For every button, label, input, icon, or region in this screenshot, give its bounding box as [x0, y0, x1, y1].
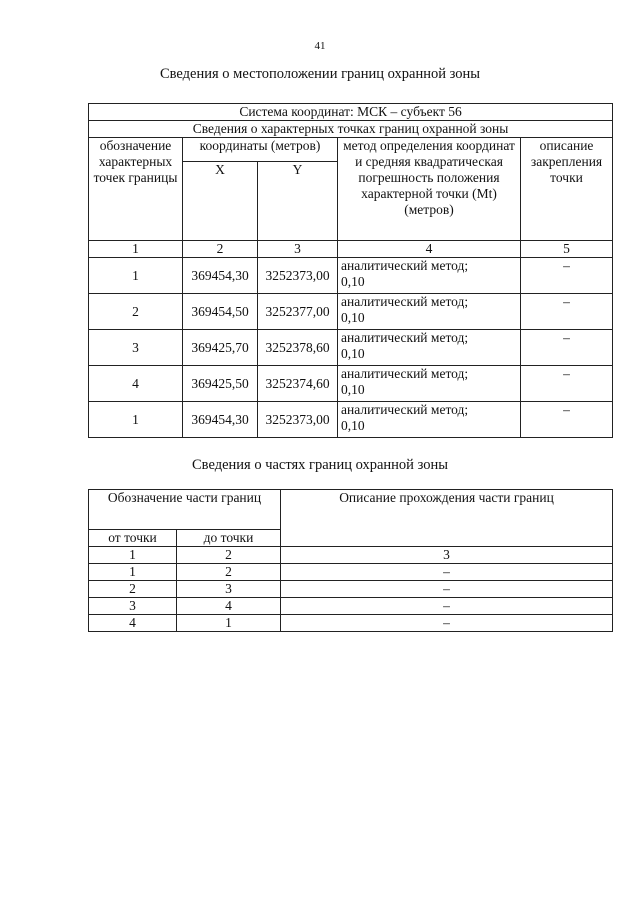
method-accuracy: 0,10	[341, 418, 365, 433]
x-cell: 369454,30	[183, 258, 258, 294]
method-accuracy: 0,10	[341, 274, 365, 289]
desc-cell: –	[521, 330, 613, 366]
table-row	[89, 402, 613, 438]
from-cell: 1	[89, 564, 177, 581]
header-designation: Обозначение части границ	[89, 490, 281, 530]
header-to-point: до точки	[177, 530, 281, 547]
point-cell: 4	[89, 366, 183, 402]
x-cell: 369454,30	[183, 402, 258, 438]
coordinate-system-header: Система координат: МСК – субъект 56	[89, 104, 613, 121]
points-subtitle-header: Сведения о характерных точках границ охранной зоны	[89, 121, 613, 138]
to-cell: 2	[177, 564, 281, 581]
table-row	[89, 581, 613, 598]
passage-cell: –	[281, 564, 613, 581]
method-cell	[338, 366, 521, 402]
method-cell	[338, 258, 521, 294]
desc-cell: –	[521, 258, 613, 294]
y-cell: 3252373,00	[258, 258, 338, 294]
column-number: 1	[89, 547, 177, 564]
y-cell: 3252377,00	[258, 294, 338, 330]
table-row	[89, 330, 613, 366]
y-cell: 3252374,60	[258, 366, 338, 402]
method-accuracy: 0,10	[341, 346, 365, 361]
header-passage-description: Описание прохождения части границ	[281, 490, 613, 547]
method-accuracy: 0,10	[341, 310, 365, 325]
passage-cell: –	[281, 615, 613, 632]
desc-cell: –	[521, 366, 613, 402]
desc-cell: –	[521, 402, 613, 438]
to-cell: 4	[177, 598, 281, 615]
column-numbers-row	[89, 547, 613, 564]
table-row	[89, 564, 613, 581]
method-cell	[338, 402, 521, 438]
x-cell: 369425,50	[183, 366, 258, 402]
method-text: аналитический метод;	[341, 330, 469, 345]
column-number: 2	[183, 241, 258, 258]
section-title-parts: Сведения о частях границ охранной зоны	[192, 457, 448, 473]
boundary-parts-table	[88, 489, 613, 632]
passage-cell: –	[281, 598, 613, 615]
column-numbers-row	[89, 241, 613, 258]
header-x: X	[183, 162, 258, 241]
column-number: 3	[281, 547, 613, 564]
method-text: аналитический метод;	[341, 366, 469, 381]
header-description: описание закрепления точки	[521, 138, 613, 241]
table-row	[89, 258, 613, 294]
header-coordinates: координаты (метров)	[183, 138, 338, 162]
column-number: 5	[521, 241, 613, 258]
x-cell: 369425,70	[183, 330, 258, 366]
table-row	[89, 598, 613, 615]
section-title-boundaries: Сведения о местоположении границ охранной зоны	[159, 66, 480, 82]
x-cell: 369454,50	[183, 294, 258, 330]
method-text: аналитический метод;	[341, 402, 469, 417]
column-number: 1	[89, 241, 183, 258]
method-text: аналитический метод;	[341, 294, 469, 309]
desc-cell: –	[521, 294, 613, 330]
table-row	[89, 366, 613, 402]
column-number: 4	[338, 241, 521, 258]
point-cell: 3	[89, 330, 183, 366]
method-accuracy: 0,10	[341, 382, 365, 397]
point-cell: 2	[89, 294, 183, 330]
column-number: 2	[177, 547, 281, 564]
page-number: 41	[314, 40, 326, 52]
passage-cell: –	[281, 581, 613, 598]
method-cell	[338, 330, 521, 366]
header-method: метод определения координат и средняя квадратическая погрешность положения характерной точки (Mt) (метров)	[338, 138, 521, 241]
y-cell: 3252378,60	[258, 330, 338, 366]
point-cell: 1	[89, 258, 183, 294]
column-number: 3	[258, 241, 338, 258]
header-from-point: от точки	[89, 530, 177, 547]
table-row	[89, 294, 613, 330]
characteristic-points-table	[88, 103, 613, 438]
from-cell: 3	[89, 598, 177, 615]
method-cell	[338, 294, 521, 330]
point-cell: 1	[89, 402, 183, 438]
header-point-designation: обозначение характерных точек границы	[89, 138, 183, 241]
from-cell: 2	[89, 581, 177, 598]
to-cell: 3	[177, 581, 281, 598]
y-cell: 3252373,00	[258, 402, 338, 438]
method-text: аналитический метод;	[341, 258, 469, 273]
table-row	[89, 615, 613, 632]
header-y: Y	[258, 162, 338, 241]
from-cell: 4	[89, 615, 177, 632]
to-cell: 1	[177, 615, 281, 632]
